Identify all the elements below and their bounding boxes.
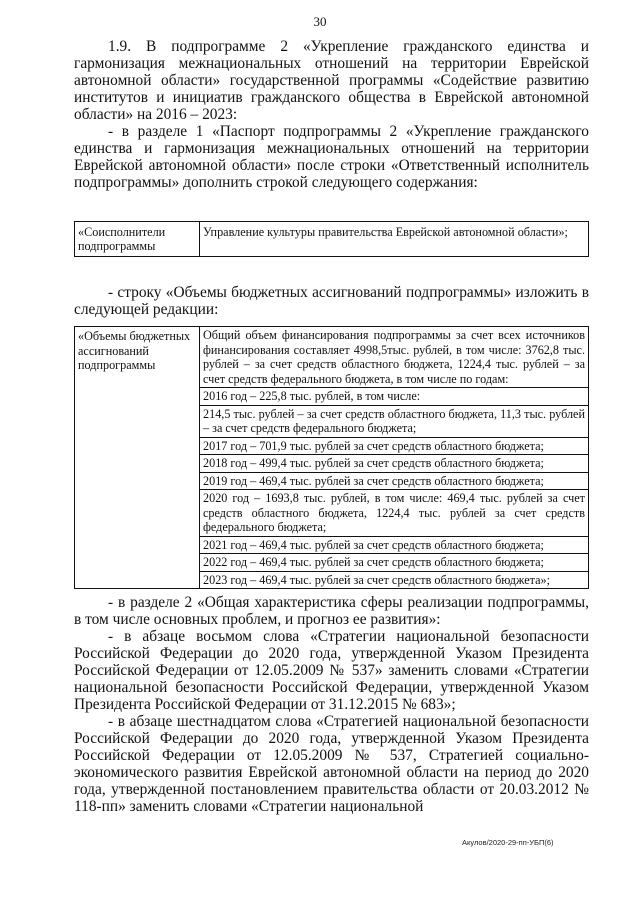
budget-line-total: Общий объем финансирования подпрограммы за счет всех источников финансирования составляет 4998,5тыс. рублей, в том числе: 3762,8 тыс. рублей – за счет средств областного бюджета, 1224,4 тыс. рублей – за счет средств федерального бюджета, в том числе по годам: <box>200 327 588 388</box>
budget-line-2019: 2019 год – 469,4 тыс. рублей за счет средств областного бюджета; <box>200 473 588 491</box>
table-label-cell: «Объемы бюджетных ассигнований подпрограммы <box>75 327 200 589</box>
budget-line-2016-detail: 214,5 тыс. рублей – за счет средств областного бюджета, 11,3 тыс. рублей – за счет средств федерального бюджета; <box>200 406 588 438</box>
table-label-cell: «Соисполнители подпрограммы <box>75 222 200 257</box>
budget-line-2020: 2020 год – 1693,8 тыс. рублей, в том числе: 469,4 тыс. рублей за счет средств областного бюджета, 1224,4 тыс. рублей за счет средств федерального бюджета; <box>200 490 588 537</box>
coexecutors-table <box>74 221 589 257</box>
table-value-cell <box>200 327 589 589</box>
section-2-block <box>74 594 589 815</box>
table-row <box>75 222 589 257</box>
amendment-intro-block <box>74 38 589 191</box>
document-code: Акулов/2020-29-пп-УБП(6) <box>462 838 554 847</box>
paragraph-6: - в абзаце шестнадцатом слова «Стратегией национальной безопасности Российской Федерации до 2020 года, утвержденной Указом Президента Российской Федерации от 12.05.2009 № 537, Стратегией социально-экономического развития Еврейской автономной области на период до 2020 года, утвержденной постановлением правительства области от 20.03.2012 № 118-пп» заменить словами «Стратегии национальной <box>74 713 589 815</box>
paragraph-1: 1.9. В подпрограмме 2 «Укрепление гражданского единства и гармонизация межнациональных отношений на территории Еврейской автономной области» государственной программы «Содействие развитию институтов и инициатив гражданского общества в Еврейской автономной области» на 2016 – 2023: <box>74 38 589 123</box>
table-row <box>75 327 589 589</box>
table-value-cell: Управление культуры правительства Еврейской автономной области»; <box>200 222 589 257</box>
paragraph-5: - в абзаце восьмом слова «Стратегии национальной безопасности Российской Федерации до 2020 года, утвержденной Указом Президента Российской Федерации от 12.05.2009 № 537» заменить словами «Стратегии национальной безопасности Российской Федерации, утвержденной Указом Президента Российской Федерации от 31.12.2015 № 683»; <box>74 628 589 713</box>
budget-line-2023: 2023 год – 469,4 тыс. рублей за счет средств областного бюджета»; <box>203 572 550 587</box>
page-number: 30 <box>313 14 327 29</box>
paragraph-4: - в разделе 2 «Общая характеристика сферы реализации подпрограммы, в том числе основных проблем, и прогноз ее развития»: <box>74 594 589 628</box>
budget-line-2022: 2022 год – 469,4 тыс. рублей за счет средств областного бюджета; <box>200 554 588 572</box>
budget-line-2016: 2016 год – 225,8 тыс. рублей, в том числе: <box>200 388 588 406</box>
budget-line-2017: 2017 год – 701,9 тыс. рублей за счет средств областного бюджета; <box>200 438 588 456</box>
budget-line-2018: 2018 год – 499,4 тыс. рублей за счет средств областного бюджета; <box>200 455 588 473</box>
budget-table <box>74 326 589 589</box>
budget-line-2021: 2021 год – 469,4 тыс. рублей за счет средств областного бюджета; <box>200 537 588 555</box>
paragraph-3: - строку «Объемы бюджетных ассигнований подпрограммы» изложить в следующей редакции: <box>74 284 589 318</box>
budget-intro-block <box>74 284 589 318</box>
paragraph-2: - в разделе 1 «Паспорт подпрограммы 2 «Укрепление гражданского единства и гармонизация межнациональных отношений на территории Еврейской автономной области» после строки «Ответственный исполнитель подпрограммы» дополнить строкой следующего содержания: <box>74 123 589 191</box>
